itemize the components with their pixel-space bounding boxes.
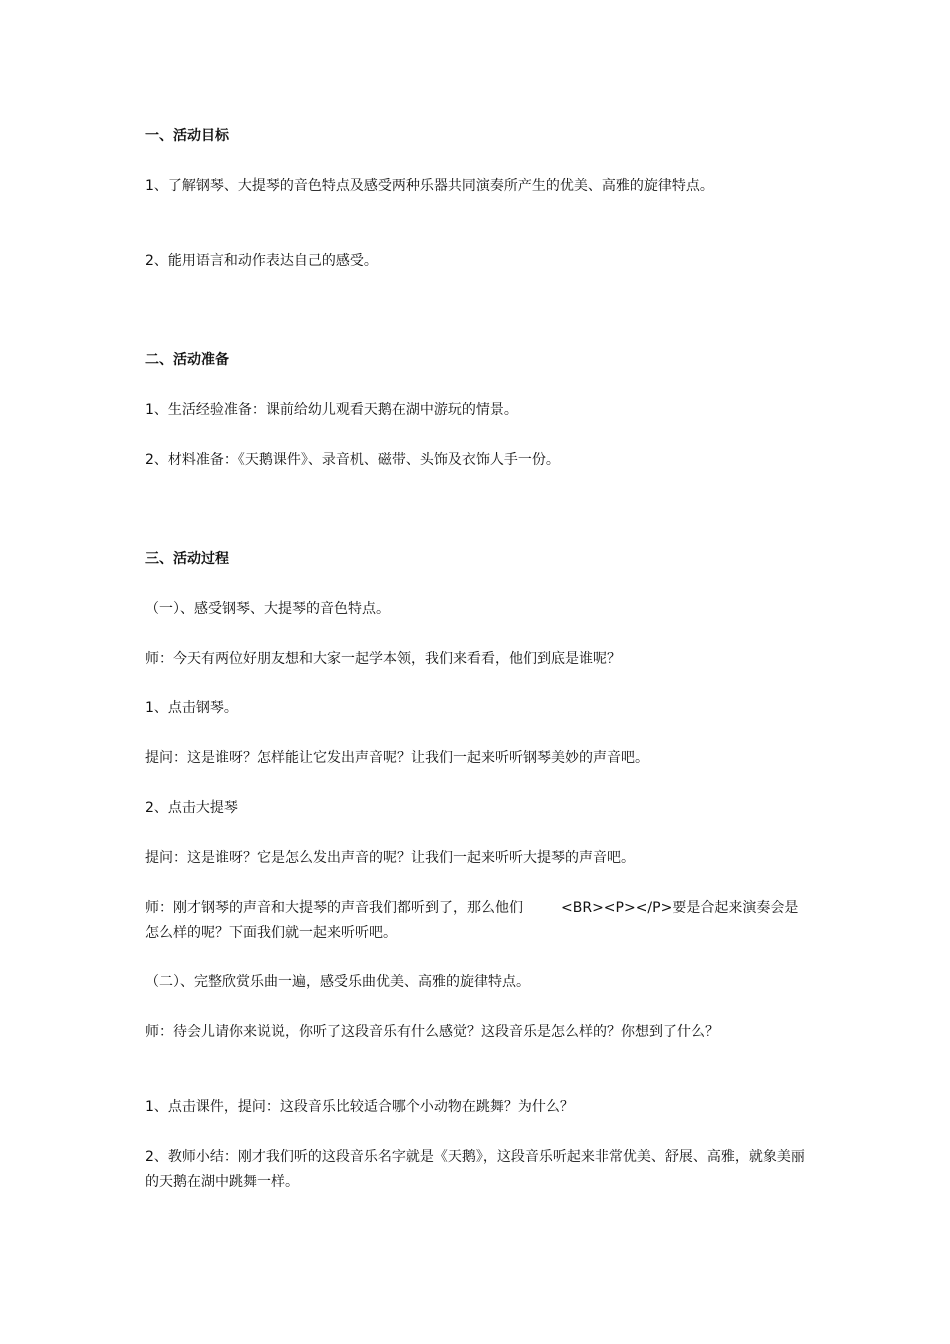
process-step-1: 1、点击钢琴。 xyxy=(145,700,238,716)
goal-item-1: 1、了解钢琴、大提琴的音色特点及感受两种乐器共同演奏所产生的优美、高雅的旋律特点。 xyxy=(145,178,714,194)
section-heading-goals: 一、活动目标 xyxy=(145,128,229,144)
teacher-line-2-part-a: 师：刚才钢琴的声音和大提琴的声音我们都听到了，那么他们 xyxy=(145,900,523,916)
teacher-line-2 xyxy=(145,896,810,946)
teacher-line-1: 师：今天有两位好朋友想和大家一起学本领，我们来看看，他们到底是谁呢？ xyxy=(145,651,621,667)
goal-item-2: 2、能用语言和动作表达自己的感受。 xyxy=(145,253,378,269)
process-part-2: （二）、完整欣赏乐曲一遍，感受乐曲优美、高雅的旋律特点。 xyxy=(145,974,530,990)
prep-item-1: 1、生活经验准备：课前给幼儿观看天鹅在湖中游玩的情景。 xyxy=(145,402,518,418)
section-heading-prep: 二、活动准备 xyxy=(145,352,229,368)
process-step-3: 1、点击课件，提问：这段音乐比较适合哪个小动物在跳舞？为什么？ xyxy=(145,1099,574,1115)
question-2: 提问：这是谁呀？它是怎么发出声音的呢？让我们一起来听听大提琴的声音吧。 xyxy=(145,850,635,866)
teacher-line-2-part-b: <BR><P></P>要是合起来演奏会是怎么样的呢？下面我们就一起来听听吧。 xyxy=(145,900,799,941)
process-part-1: （一）、感受钢琴、大提琴的音色特点。 xyxy=(145,601,390,617)
question-1: 提问：这是谁呀？怎样能让它发出声音呢？让我们一起来听听钢琴美妙的声音吧。 xyxy=(145,750,649,766)
teacher-line-3: 师：待会儿请你来说说，你听了这段音乐有什么感觉？这段音乐是怎么样的？你想到了什么？ xyxy=(145,1024,719,1040)
teacher-summary: 2、教师小结：刚才我们听的这段音乐名字就是《天鹅》，这段音乐听起来非常优美、舒展、高雅，就象美丽的天鹅在湖中跳舞一样。 xyxy=(145,1149,805,1190)
prep-item-2: 2、材料准备：《天鹅课件》、录音机、磁带、头饰及衣饰人手一份。 xyxy=(145,452,560,468)
section-heading-process: 三、活动过程 xyxy=(145,551,229,567)
process-step-2: 2、点击大提琴 xyxy=(145,800,238,816)
